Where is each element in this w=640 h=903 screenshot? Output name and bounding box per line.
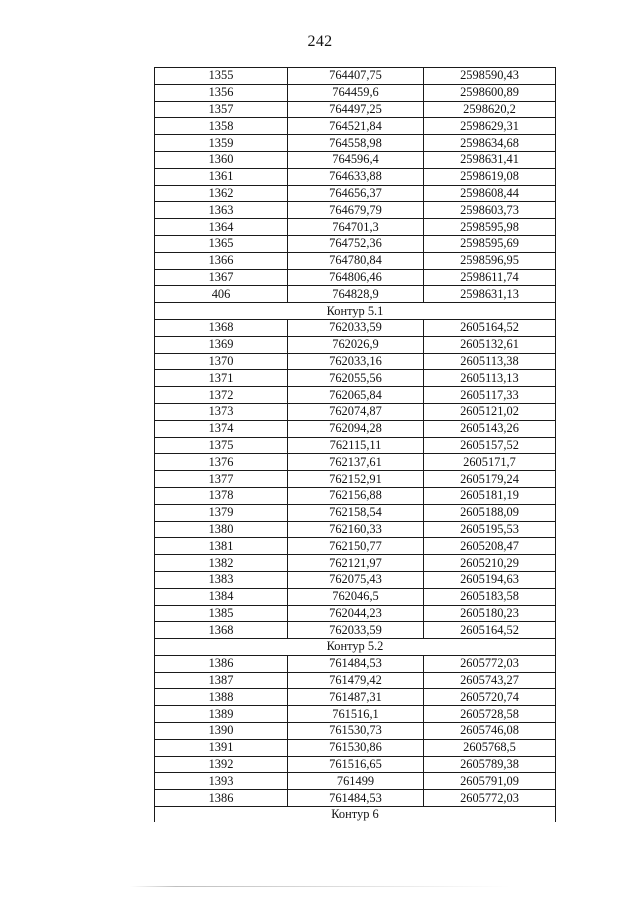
y-coordinate-cell: 2598603,73 (424, 202, 556, 219)
point-number-cell: 1393 (155, 773, 288, 790)
contour-heading: Контур 6 (155, 807, 556, 823)
table-row (155, 555, 556, 572)
table-row (155, 101, 556, 118)
x-coordinate-cell: 764701,3 (288, 219, 424, 236)
point-number-cell: 1385 (155, 605, 288, 622)
point-number-cell: 1382 (155, 555, 288, 572)
table-row (155, 756, 556, 773)
table-row (155, 286, 556, 303)
contour-heading-row (155, 807, 556, 823)
y-coordinate-cell: 2605720,74 (424, 689, 556, 706)
y-coordinate-cell: 2605179,24 (424, 471, 556, 488)
table-row (155, 773, 556, 790)
point-number-cell: 1356 (155, 84, 288, 101)
point-number-cell: 1370 (155, 353, 288, 370)
x-coordinate-cell: 761530,86 (288, 739, 424, 756)
x-coordinate-cell: 764497,25 (288, 101, 424, 118)
table-row (155, 739, 556, 756)
point-number-cell: 1386 (155, 790, 288, 807)
x-coordinate-cell: 762075,43 (288, 571, 424, 588)
x-coordinate-cell: 764407,75 (288, 68, 424, 85)
table-row (155, 571, 556, 588)
point-number-cell: 1371 (155, 370, 288, 387)
table-row (155, 723, 556, 740)
y-coordinate-cell: 2605768,5 (424, 739, 556, 756)
contour-heading: Контур 5.2 (155, 639, 556, 656)
point-number-cell: 1359 (155, 135, 288, 152)
x-coordinate-cell: 761516,1 (288, 706, 424, 723)
table-row (155, 689, 556, 706)
table-row (155, 521, 556, 538)
table-row (155, 151, 556, 168)
x-coordinate-cell: 762044,23 (288, 605, 424, 622)
y-coordinate-cell: 2598611,74 (424, 269, 556, 286)
x-coordinate-cell: 761484,53 (288, 655, 424, 672)
point-number-cell: 1372 (155, 387, 288, 404)
table-row (155, 319, 556, 336)
x-coordinate-cell: 762156,88 (288, 487, 424, 504)
table-row (155, 370, 556, 387)
x-coordinate-cell: 762152,91 (288, 471, 424, 488)
point-number-cell: 1360 (155, 151, 288, 168)
point-number-cell: 1388 (155, 689, 288, 706)
x-coordinate-cell: 764806,46 (288, 269, 424, 286)
point-number-cell: 1358 (155, 118, 288, 135)
x-coordinate-cell: 764679,79 (288, 202, 424, 219)
point-number-cell: 1373 (155, 403, 288, 420)
y-coordinate-cell: 2598631,13 (424, 286, 556, 303)
table-row (155, 622, 556, 639)
point-number-cell: 1390 (155, 723, 288, 740)
y-coordinate-cell: 2605117,33 (424, 387, 556, 404)
x-coordinate-cell: 762137,61 (288, 454, 424, 471)
y-coordinate-cell: 2598600,89 (424, 84, 556, 101)
y-coordinate-cell: 2598596,95 (424, 252, 556, 269)
table-row (155, 403, 556, 420)
x-coordinate-cell: 762046,5 (288, 588, 424, 605)
point-number-cell: 1368 (155, 319, 288, 336)
table-row (155, 487, 556, 504)
point-number-cell: 1363 (155, 202, 288, 219)
point-number-cell: 1375 (155, 437, 288, 454)
point-number-cell: 1366 (155, 252, 288, 269)
point-number-cell: 1389 (155, 706, 288, 723)
x-coordinate-cell: 761516,65 (288, 756, 424, 773)
x-coordinate-cell: 761499 (288, 773, 424, 790)
x-coordinate-cell: 761484,53 (288, 790, 424, 807)
y-coordinate-cell: 2605183,58 (424, 588, 556, 605)
x-coordinate-cell: 762033,59 (288, 622, 424, 639)
y-coordinate-cell: 2605791,09 (424, 773, 556, 790)
point-number-cell: 1379 (155, 504, 288, 521)
table-row (155, 219, 556, 236)
y-coordinate-cell: 2605743,27 (424, 672, 556, 689)
x-coordinate-cell: 762055,56 (288, 370, 424, 387)
table-row (155, 202, 556, 219)
point-number-cell: 1364 (155, 219, 288, 236)
coordinates-table-body (155, 68, 556, 823)
table-row (155, 118, 556, 135)
x-coordinate-cell: 762026,9 (288, 336, 424, 353)
point-number-cell: 1355 (155, 68, 288, 85)
table-row (155, 336, 556, 353)
scan-artifact-line (130, 886, 510, 887)
x-coordinate-cell: 762094,28 (288, 420, 424, 437)
point-number-cell: 1378 (155, 487, 288, 504)
point-number-cell: 1357 (155, 101, 288, 118)
point-number-cell: 1369 (155, 336, 288, 353)
table-row (155, 185, 556, 202)
table-row (155, 538, 556, 555)
table-row (155, 269, 556, 286)
point-number-cell: 1362 (155, 185, 288, 202)
y-coordinate-cell: 2598620,2 (424, 101, 556, 118)
y-coordinate-cell: 2598634,68 (424, 135, 556, 152)
x-coordinate-cell: 762033,59 (288, 319, 424, 336)
table-row (155, 605, 556, 622)
point-number-cell: 1377 (155, 471, 288, 488)
contour-heading-row (155, 303, 556, 320)
table-row (155, 84, 556, 101)
point-number-cell: 1387 (155, 672, 288, 689)
y-coordinate-cell: 2605143,26 (424, 420, 556, 437)
point-number-cell: 1361 (155, 168, 288, 185)
x-coordinate-cell: 762121,97 (288, 555, 424, 572)
y-coordinate-cell: 2598608,44 (424, 185, 556, 202)
table-row (155, 353, 556, 370)
x-coordinate-cell: 762074,87 (288, 403, 424, 420)
contour-heading: Контур 5.1 (155, 303, 556, 320)
table-row (155, 454, 556, 471)
coordinates-table (154, 67, 556, 822)
y-coordinate-cell: 2605746,08 (424, 723, 556, 740)
x-coordinate-cell: 764596,4 (288, 151, 424, 168)
x-coordinate-cell: 761479,42 (288, 672, 424, 689)
y-coordinate-cell: 2605113,38 (424, 353, 556, 370)
y-coordinate-cell: 2598595,69 (424, 235, 556, 252)
x-coordinate-cell: 764780,84 (288, 252, 424, 269)
point-number-cell: 1381 (155, 538, 288, 555)
point-number-cell: 1367 (155, 269, 288, 286)
y-coordinate-cell: 2598595,98 (424, 219, 556, 236)
y-coordinate-cell: 2605164,52 (424, 622, 556, 639)
x-coordinate-cell: 764459,6 (288, 84, 424, 101)
table-row (155, 68, 556, 85)
table-row (155, 504, 556, 521)
x-coordinate-cell: 762160,33 (288, 521, 424, 538)
y-coordinate-cell: 2605157,52 (424, 437, 556, 454)
x-coordinate-cell: 764656,37 (288, 185, 424, 202)
point-number-cell: 1391 (155, 739, 288, 756)
y-coordinate-cell: 2598629,31 (424, 118, 556, 135)
y-coordinate-cell: 2605208,47 (424, 538, 556, 555)
point-number-cell: 1383 (155, 571, 288, 588)
point-number-cell: 1365 (155, 235, 288, 252)
contour-heading-row (155, 639, 556, 656)
point-number-cell: 1368 (155, 622, 288, 639)
point-number-cell: 1376 (155, 454, 288, 471)
y-coordinate-cell: 2605132,61 (424, 336, 556, 353)
y-coordinate-cell: 2605180,23 (424, 605, 556, 622)
x-coordinate-cell: 761487,31 (288, 689, 424, 706)
table-row (155, 420, 556, 437)
y-coordinate-cell: 2605171,7 (424, 454, 556, 471)
y-coordinate-cell: 2598619,08 (424, 168, 556, 185)
y-coordinate-cell: 2605195,53 (424, 521, 556, 538)
x-coordinate-cell: 762033,16 (288, 353, 424, 370)
y-coordinate-cell: 2605772,03 (424, 790, 556, 807)
x-coordinate-cell: 762150,77 (288, 538, 424, 555)
table-row (155, 135, 556, 152)
table-row (155, 235, 556, 252)
table-row (155, 790, 556, 807)
y-coordinate-cell: 2605772,03 (424, 655, 556, 672)
x-coordinate-cell: 762065,84 (288, 387, 424, 404)
point-number-cell: 406 (155, 286, 288, 303)
point-number-cell: 1384 (155, 588, 288, 605)
y-coordinate-cell: 2605728,58 (424, 706, 556, 723)
y-coordinate-cell: 2605789,38 (424, 756, 556, 773)
y-coordinate-cell: 2605113,13 (424, 370, 556, 387)
x-coordinate-cell: 764633,88 (288, 168, 424, 185)
x-coordinate-cell: 762158,54 (288, 504, 424, 521)
x-coordinate-cell: 764521,84 (288, 118, 424, 135)
table-row (155, 471, 556, 488)
table-row (155, 252, 556, 269)
y-coordinate-cell: 2598590,43 (424, 68, 556, 85)
y-coordinate-cell: 2598631,41 (424, 151, 556, 168)
x-coordinate-cell: 761530,73 (288, 723, 424, 740)
y-coordinate-cell: 2605181,19 (424, 487, 556, 504)
table-row (155, 706, 556, 723)
y-coordinate-cell: 2605194,63 (424, 571, 556, 588)
point-number-cell: 1392 (155, 756, 288, 773)
point-number-cell: 1386 (155, 655, 288, 672)
x-coordinate-cell: 764558,98 (288, 135, 424, 152)
table-row (155, 655, 556, 672)
y-coordinate-cell: 2605188,09 (424, 504, 556, 521)
x-coordinate-cell: 764828,9 (288, 286, 424, 303)
table-row (155, 437, 556, 454)
y-coordinate-cell: 2605164,52 (424, 319, 556, 336)
table-row (155, 588, 556, 605)
point-number-cell: 1380 (155, 521, 288, 538)
table-row (155, 387, 556, 404)
y-coordinate-cell: 2605121,02 (424, 403, 556, 420)
point-number-cell: 1374 (155, 420, 288, 437)
table-row (155, 672, 556, 689)
x-coordinate-cell: 762115,11 (288, 437, 424, 454)
x-coordinate-cell: 764752,36 (288, 235, 424, 252)
page-number: 242 (307, 33, 333, 50)
y-coordinate-cell: 2605210,29 (424, 555, 556, 572)
table-row (155, 168, 556, 185)
